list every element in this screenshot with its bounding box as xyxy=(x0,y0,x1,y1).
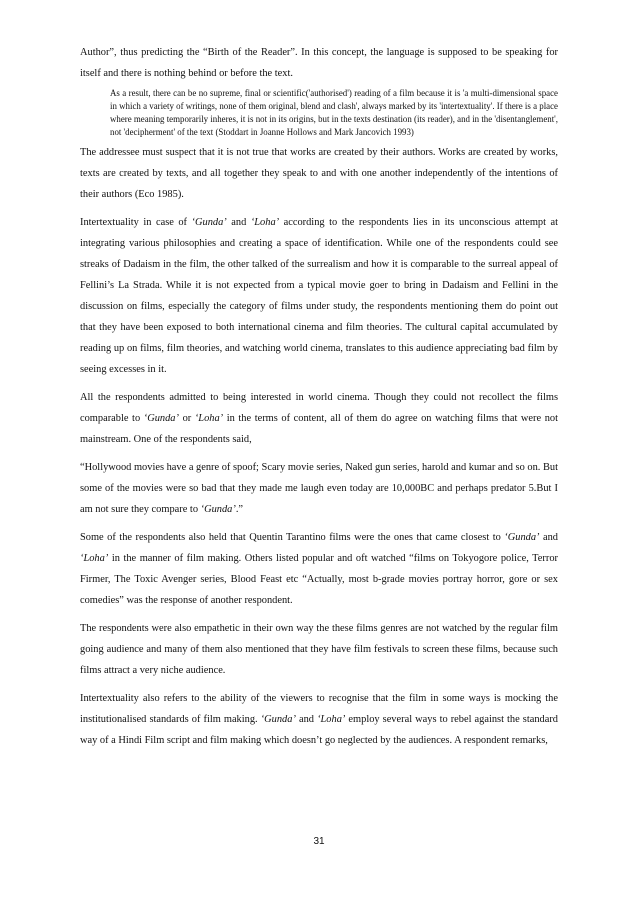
paragraph-1: Author”, thus predicting the “Birth of the Reader”. In this concept, the language is supposed to be speaking for itself and there is nothing behind or before the text. xyxy=(80,47,558,79)
text-span: and xyxy=(295,714,318,726)
text-span: Intertextuality also refers to the ability of the viewers to recognise that the film in some ways is mocking the institutionalised standards of film making. xyxy=(80,693,558,726)
film-title-gunda: ‘Gunda’ xyxy=(191,217,227,229)
paragraph-5-quote xyxy=(80,457,558,520)
paragraph-4 xyxy=(80,387,558,450)
film-title-gunda: ‘Gunda’ xyxy=(143,413,179,425)
text-span: in the terms of content, all of them do agree on watching films that were not mainstream. One of the respondents said, xyxy=(80,413,558,446)
paragraph-3 xyxy=(80,212,558,380)
film-title-gunda: ‘Gunda’ xyxy=(504,532,540,544)
text-span: .” xyxy=(235,504,244,516)
page-number: 31 xyxy=(313,836,325,847)
paragraph-8 xyxy=(80,688,558,751)
text-span: and xyxy=(539,532,558,544)
text-span: All the respondents admitted to being interested in world cinema. Though they could not recollect the films comparable to xyxy=(80,392,558,425)
text-span: employ several ways to rebel against the standard way of a Hindi Film script and film making which doesn’t go neglected by the audiences. A respondent remarks, xyxy=(80,714,558,747)
film-title-loha: ‘Loha’ xyxy=(250,217,280,229)
paragraph-6 xyxy=(80,527,558,611)
paragraph-2: The addressee must suspect that it is not true that works are created by their authors. Works are created by works, texts are created by texts, and all together they speak to and with one another independently of the intentions of their authors (Eco 1985). xyxy=(80,147,558,201)
film-title-loha: ‘Loha’ xyxy=(317,714,346,726)
block-quote: As a result, there can be no supreme, final or scientific('authorised') reading of a film because it is 'a multi-dimensional space in which a variety of writings, none of them original, blend and clash', always marked by its 'intertextuality'. If there is a place where meaning temporarily inheres, it is not in its origins, but in the texts destination (its reader), and in the 'disentanglement', not 'decipherment' of the text (Stoddart in Joanne Hollows and Mark Jancovich 1993) xyxy=(110,88,558,138)
text-span: in the manner of film making. Others listed popular and oft watched “films on Tokyogore police, Terror Firmer, The Toxic Avenger series, Blood Feast etc “Actually, most b-grade movies portray horror, gore or sex comedies” was the response of another respondent. xyxy=(80,553,558,607)
text-span: or xyxy=(178,413,195,425)
text-span: Some of the respondents also held that Quentin Tarantino films were the ones that came closest to xyxy=(80,532,505,544)
film-title-loha: ‘Loha’ xyxy=(194,413,224,425)
film-title-loha: ‘Loha’ xyxy=(80,553,109,565)
film-title-gunda: ‘Gunda’ xyxy=(260,714,296,726)
page-body xyxy=(80,42,558,758)
paragraph-7: The respondents were also empathetic in their own way the these films genres are not watched by the regular film going audience and many of them also mentioned that they have film festivals to screen these films, because such films attract a very niche audience. xyxy=(80,623,558,677)
film-title-gunda: ‘Gunda’ xyxy=(200,504,236,516)
text-span: Intertextuality in case of xyxy=(80,217,192,229)
text-span: according to the respondents lies in its unconscious attempt at integrating various philosophies and creating a space of identification. While one of the respondents could see streaks of Dadaism in the film, the other talked of the surrealism and how it is comparable to the surreal appeal of Fellini’s La Strada. While it is not expected from a typical movie goer to bring in Dadaism and Fellini in the discussion on films, especially the category of films under study, the respondents mentioning them do point out that they have been exposed to both international cinema and film theories. The cultural capital accumulated by reading up on films, film theories, and watching world cinema, translates to this audience appreciating bad film by seeing excesses in it. xyxy=(80,217,558,376)
text-span: and xyxy=(226,217,251,229)
text-span: “Hollywood movies have a genre of spoof; Scary movie series, Naked gun series, harold and kumar and so on. But some of the movies were so bad that they made me laugh even today are 10,000BC and perhaps predator 5.But I am not sure they compare to xyxy=(80,462,558,516)
